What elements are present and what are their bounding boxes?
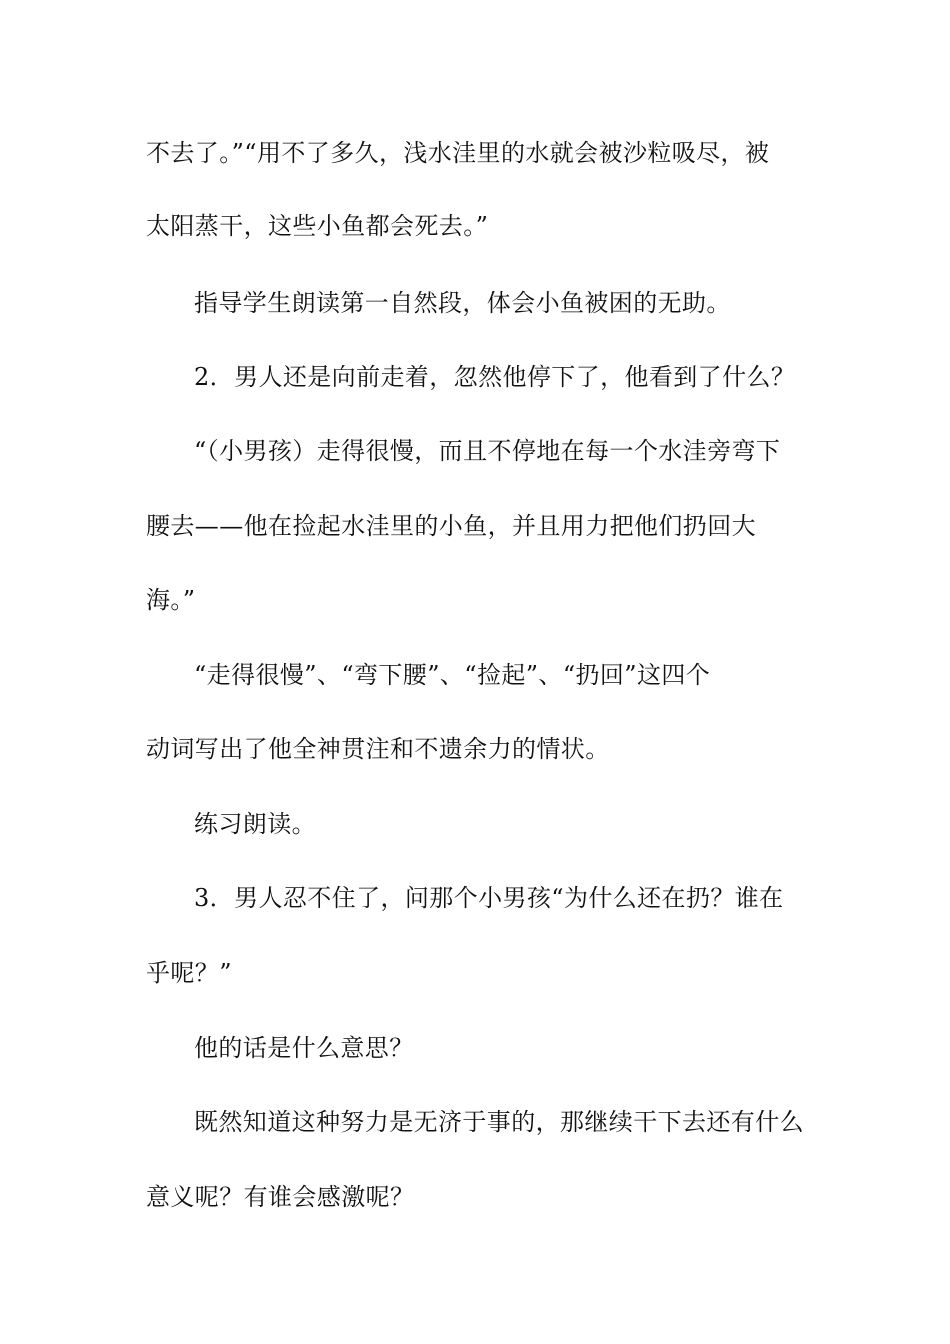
text-line-7: 海。” — [146, 586, 196, 614]
text-line-10: 练习朗读。 — [194, 810, 316, 838]
text-line-1: 不去了。”“用不了多久，浅水洼里的水就会被沙粒吸尽，被 — [146, 139, 770, 167]
text-line-9: 动词写出了他全神贯注和不遗余力的情状。 — [146, 735, 610, 763]
text-line-6: 腰去——他在捡起水洼里的小鱼，并且用力把他们扔回大 — [146, 512, 756, 540]
text-line-4: 2．男人还是向前走着，忽然他停下了，他看到了什么？ — [194, 363, 796, 391]
text-line-12: 乎呢？” — [146, 959, 232, 987]
text-line-8: “走得很慢”、“弯下腰”、“捡起”、“扔回”这四个 — [194, 661, 711, 689]
text-line-15: 意义呢？有谁会感激呢？ — [146, 1183, 415, 1211]
text-line-3: 指导学生朗读第一自然段，体会小鱼被困的无助。 — [194, 289, 731, 317]
text-line-2: 太阳蒸干，这些小鱼都会死去。” — [146, 212, 489, 240]
text-line-13: 他的话是什么意思？ — [194, 1034, 414, 1062]
text-line-11: 3．男人忍不住了，问那个小男孩“为什么还在扔？谁在 — [194, 884, 784, 912]
text-line-14: 既然知道这种努力是无济于事的，那继续干下去还有什么 — [194, 1108, 804, 1136]
text-line-5: “（小男孩）走得很慢，而且不停地在每一个水洼旁弯下 — [194, 437, 781, 465]
